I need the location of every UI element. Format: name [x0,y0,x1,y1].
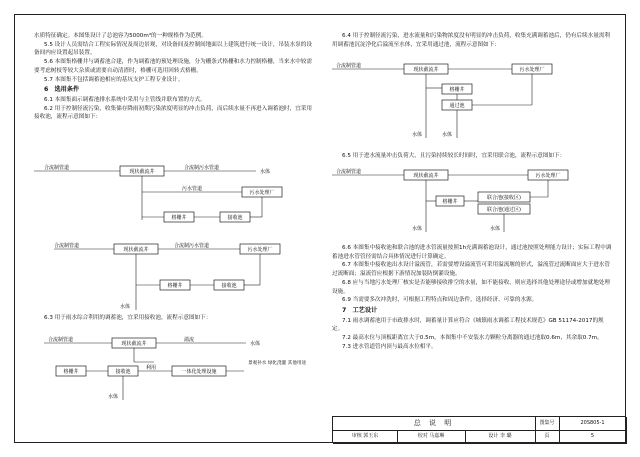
diagram-label: 接收池 [227,215,243,221]
diagram-label: 合流制管道 [336,63,362,69]
para-7-3: 7.3 进水管道管内顶与最高水位相平。 [342,343,437,350]
diagram-label: 合流制污水管道 [184,165,220,171]
para-6-1: 6.1 本图集面示调蓄池排水系统中采用与主管线并联布置的方式。 [44,96,206,103]
para-5-4-tail: 水质特征确定。本图集设计了总池容为5000m³的一种规格作为范例。 [34,33,207,39]
diagram-label: 格栅井 [63,369,79,375]
diagram-label: 污水处理厂 [247,247,273,253]
atlas-number: 20S805-1 [559,417,627,431]
diagram-label: 水体 [411,132,422,138]
design-cell: 设计 李 璐 [465,430,536,444]
para-6-2: 6.2 用于控制径流污染，收集储存降雨初期污染浓度明显的冲击负荷，而后续水量不再进入调蓄池时，宜采用接收池，流程示意图如下： [34,105,312,121]
para-6-4: 6.4 用于控制径流污染，进水流量和污染物浓度没有明显的冲击负荷，收集充满调蓄池后，仍有后续水量需利用调蓄池沉淀净化后溢流至水体，宜采用通过池，流程示意图如下： [332,33,610,48]
flow-diagram-6-2-b [34,240,314,312]
left-column [34,32,314,122]
diagram-label: 水体 [411,226,422,232]
para-6-7: 6.7 本图集中接收池出水设计溢流管，若需要增设溢流管可采用溢流堰的形式，溢流管过流断面应大于进水管过流断面；溢流管应根据下游情况加装防倒灌设施。 [332,262,610,278]
diagram-label: 景观补水 绿化浇灌 其他用途 [248,361,307,366]
page-number: 5 [559,430,627,444]
para-5-6: 5.6 本图集格栅井与调蓄池合建，作为调蓄池的预处理设施，分为栅条式格栅和水力控制格栅，当来水中较需要考虑树枝等较大杂质或需要自动清渣时，格栅可选用回转式格栅。 [34,59,312,74]
diagram-label: 格栅井 [442,199,458,205]
para-6-5-block [332,152,614,161]
diagram-label: 格栅井 [449,87,465,93]
atlas-label: 图集号 [535,417,560,431]
diagram-label: 水体 [107,394,118,400]
diagram-label: 格栅井 [167,283,183,289]
flow-diagram-6-3 [34,330,314,405]
flow-diagram-6-5 [332,166,614,236]
diagram-label: 现状截流井 [413,173,439,179]
diagram-label: 合流制管道 [48,337,74,343]
diagram-label: 接收池 [221,283,237,289]
diagram-label: 水体 [489,226,500,232]
diagram-label: 联合池(通过区) [487,207,521,213]
diagram-label: 现状截流井 [413,67,439,73]
diagram-label: 水体 [260,169,271,175]
diagram-label: 水体 [119,304,130,310]
diagram-label: 污水处理厂 [519,67,545,73]
para-7-2: 7.2 最高水位与顶板距离宜大于0.5m，本图集中不安装水力颗粒分离器的通过池取0.6m，其余取0.7m。 [342,335,603,342]
diagram-label: 污水处理厂 [535,173,561,179]
para-6-3: 6.3 用于雨水综合利用的调蓄池，宜采用接收池，流程示意图如下： [44,315,212,321]
diagram-label: 联合池(接收区) [487,195,521,201]
diagram-label: 通过池 [449,103,465,109]
combined-pipe-label: 合流制管道 [44,165,70,171]
para-5-5: 5.5 设计人员需结合工程实际情况及周边景观，对设备间及控制间地面以上建筑进行统一设计，吊装水泵的设备间内应设置起吊装置。 [34,41,312,57]
section-6-heading: 6 选用条件 [44,86,80,94]
weir-label: 现状截流井 [129,169,155,175]
diagram-label: 现状截流井 [121,341,147,347]
check-cell: 校对 马嘉琳 [397,430,466,444]
title-block [332,416,626,443]
diagram-label: 污水处理厂 [249,190,275,196]
page-label: 页 [535,430,560,444]
diagram-label: 格栅井 [171,215,187,221]
diagram-label: 合流制污水管道 [174,243,210,249]
diagram-label: 水体 [441,132,452,138]
flow-diagram-6-2-a [34,160,314,235]
diagram-label: 水体 [250,341,261,347]
para-6-8: 6.8 应与当地污水处理厂核实是否能够接收排空的水量，如不能接收，则应选择其他处理途径或增加就地处理设施。 [332,279,610,295]
para-7-1: 7.1 雨水调蓄池用于市政排水时，调蓄量计算应符合《城镇雨水调蓄工程技术规范》GB 51174-2017的规定。 [332,317,604,333]
para-5-7: 5.7 本图集不包括调蓄池相应的基坑支护工程专业设计。 [44,76,184,83]
diagram-label: 溢流 [184,337,195,343]
sheet-title: 总 说 明 [333,417,536,431]
diagram-label: 一体化处理设施 [181,369,217,375]
diagram-label: 接收池 [115,369,131,375]
right-lower-text [332,244,614,351]
flow-diagram-6-4 [332,60,614,150]
para-6-9: 6.9 当需要多次冲洗时，可根据工程特点和周边条件，选择经济、可靠的水源。 [342,297,538,304]
para-6-6: 6.6 本图集中接收池和联合池的进水管流量按照1h充满调蓄池设计，通过池按照处理能力设计；实际工程中调蓄池进水管管径需结合具体情况进行计算确定。 [332,245,612,260]
diagram-label: 合流制管道 [336,169,362,175]
para-6-5: 6.5 用于进水流量冲击负荷大，且污染持续较长时间时，宜采用联合池，流程示意图如下： [342,153,566,159]
diagram-label: 现状截流井 [123,247,149,253]
review-cell: 审核 郭玉东 [333,430,398,444]
right-column [332,32,614,49]
diagram-label: 合流制管道 [54,243,80,249]
diagram-label: 污水管道 [182,186,203,192]
section-7-heading: 7 工艺设计 [342,306,378,314]
para-6-3-block [34,314,314,323]
diagram-label: 利用 [146,365,157,371]
